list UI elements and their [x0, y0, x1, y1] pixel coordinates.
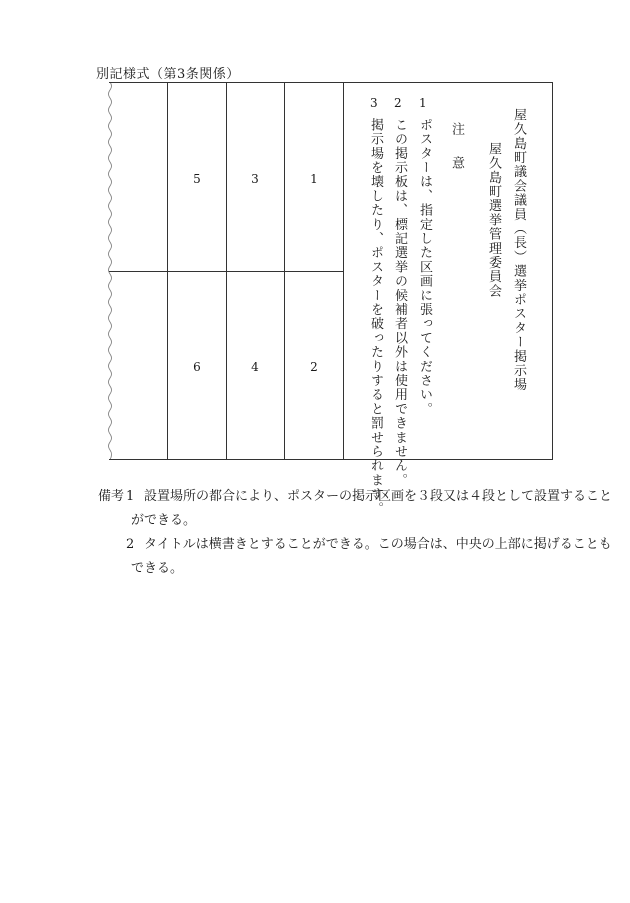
- poster-cell-number: 3: [251, 172, 259, 186]
- poster-cell-number: 4: [251, 360, 259, 374]
- remark-text-line: 設置場所の都合により、ポスターの掲示区画を３段又は４段として設置すること: [144, 489, 613, 504]
- notice-number: 1: [419, 96, 427, 110]
- board-organization: 屋久島町選挙管理委員会: [486, 142, 501, 299]
- remark-text-line: できる。: [131, 561, 184, 576]
- notice-number: 3: [370, 96, 378, 110]
- board-title: 屋久島町議会議員（長）選挙ポスター掲示場: [511, 108, 526, 392]
- notice-text: ポスターは、指定した区画に張ってください。: [417, 118, 432, 417]
- poster-cell-number: 2: [310, 360, 318, 374]
- board-right-border: [552, 82, 553, 460]
- notice-text: 掲示場を壊したり、ポスターを破ったりすると罰せられます。: [368, 118, 383, 516]
- remarks-section: [98, 485, 613, 581]
- remarks-label: 備考: [98, 489, 125, 504]
- remark-text-line: タイトルは横書きとすることができる。この場合は、中央の上部に掲げることも: [144, 537, 612, 552]
- poster-cell-number: 1: [310, 172, 318, 186]
- remark-number: 1: [126, 489, 135, 504]
- poster-cell-number: 5: [193, 172, 201, 186]
- row-divider: [109, 271, 343, 272]
- board-bottom-border: [109, 459, 553, 460]
- notice-heading: 注 意: [449, 122, 464, 173]
- notice-text: この掲示板は、標記選挙の候補者以外は使用できません。: [392, 118, 407, 488]
- remark-number: 2: [126, 537, 135, 552]
- notice-number: 2: [394, 96, 402, 110]
- remark-text-line: ができる。: [131, 513, 197, 528]
- form-heading: 別記様式（第3条関係）: [96, 67, 240, 82]
- board-top-border: [109, 82, 553, 83]
- poster-cell-number: 6: [193, 360, 201, 374]
- title-panel-divider: [343, 82, 344, 460]
